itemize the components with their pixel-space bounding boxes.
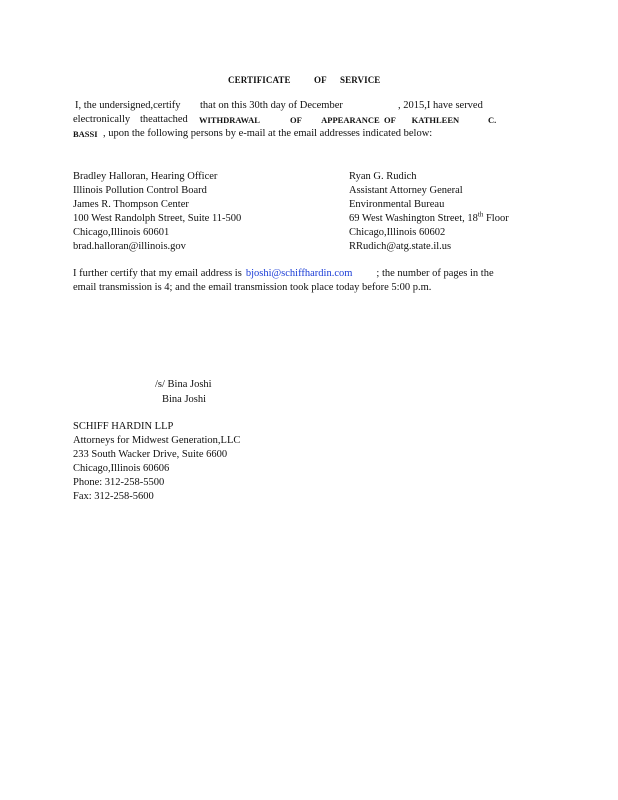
certify-line1-a: I further certify that my email address is	[73, 268, 242, 279]
certify-line1-b: ; the number of pages in the	[376, 268, 494, 279]
recipient-right-block	[349, 170, 509, 254]
recipient-left-line: 100 West Randolph Street, Suite 11-500	[73, 213, 242, 224]
address-floor: Floor	[483, 213, 509, 224]
intro-line2-kathleen: OF KATHLEEN	[384, 115, 460, 125]
firm-line: SCHIFF HARDIN LLP	[73, 421, 174, 432]
recipient-left-line: Bradley Halloran, Hearing Officer	[73, 171, 218, 182]
recipient-left-block	[73, 170, 241, 254]
firm-block	[73, 420, 240, 504]
sender-email-link[interactable]: bjoshi@schiffhardin.com	[245, 268, 353, 279]
intro-line1-a: I, the undersigned,certify	[75, 100, 181, 111]
address-ordinal: th	[477, 210, 484, 219]
intro-line2-b: theattached	[140, 114, 188, 125]
recipient-left-line: James R. Thompson Center	[73, 199, 189, 210]
intro-line1-c: , 2015,I have served	[398, 100, 483, 111]
intro-line3-b: , upon the following persons by e-mail at the email addresses indicated below:	[103, 128, 433, 139]
recipient-left-line: Illinois Pollution Control Board	[73, 185, 207, 196]
firm-fax: Fax: 312-258-5600	[73, 491, 154, 502]
intro-line3-bassi: BASSI	[73, 129, 98, 139]
intro-line2-appearance: OF APPEARANCE	[290, 115, 380, 125]
recipient-left-email: brad.halloran@illinois.gov	[73, 241, 186, 252]
recipient-right-address	[349, 212, 509, 226]
recipient-right-line: Ryan G. Rudich	[349, 171, 417, 182]
intro-line1-b: that on this 30th day of December	[200, 100, 343, 111]
firm-phone: Phone: 312-258-5500	[73, 477, 165, 488]
recipient-right-line: Assistant Attorney General	[349, 185, 463, 196]
title-service: SERVICE	[340, 75, 381, 85]
recipient-right-city: Chicago,Illinois 60602	[349, 227, 446, 238]
title-certificate: CERTIFICATE	[228, 75, 291, 85]
signature-name: Bina Joshi	[162, 394, 207, 405]
intro-line2-withdrawal: WITHDRAWAL	[199, 115, 260, 125]
signature-s: /s/ Bina Joshi	[155, 379, 212, 390]
certify-line2: email transmission is 4; and the email transmission took place today before 5:00 p.m.	[73, 282, 432, 293]
intro-line2-a: electronically	[73, 114, 131, 125]
recipient-right-email: RRudich@atg.state.il.us	[349, 241, 452, 252]
recipient-left-line: Chicago,Illinois 60601	[73, 227, 170, 238]
firm-line: Attorneys for Midwest Generation,LLC	[73, 435, 241, 446]
certify-line1	[73, 267, 494, 281]
firm-line: Chicago,Illinois 60606	[73, 463, 170, 474]
title-of: OF	[314, 75, 327, 85]
recipient-right-line: Environmental Bureau	[349, 199, 445, 210]
intro-line2-initial: C.	[488, 115, 497, 125]
address-street: 69 West Washington Street, 18	[349, 213, 478, 224]
firm-line: 233 South Wacker Drive, Suite 6600	[73, 449, 228, 460]
